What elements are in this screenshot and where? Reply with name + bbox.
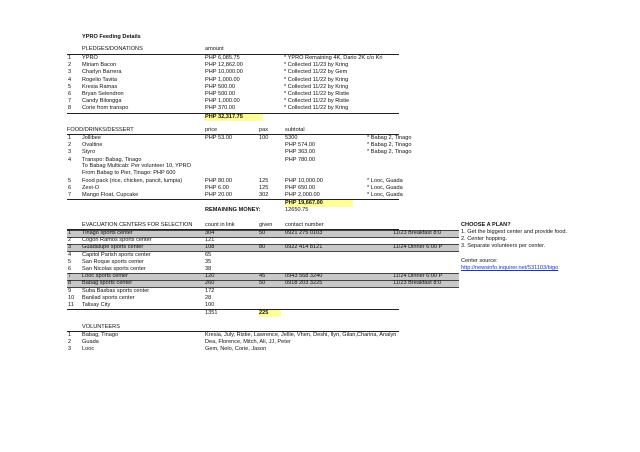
donor-name: YPRO [82,55,98,61]
amount-header: amount [205,46,224,52]
row-number: 3 [68,149,72,156]
food-pax: 100 [259,135,269,141]
volunteer-location: Babag, Tinago [82,332,119,338]
center-name: Babag sports center [82,280,133,287]
center-count: 260 [205,280,215,287]
row-number: 2 [68,142,72,149]
food-price: PHP 80.00 [205,178,232,184]
center-contact: 0943 568 3240 [285,273,323,280]
food-item-name: Food pack (rice, chicken, pancit, lumpia) [82,178,183,184]
center-name: San Nicolas sports center [82,266,146,272]
center-name: Cogon Ramos sports center [82,237,152,244]
row-number: 11 [68,302,74,308]
center-name: Capitol Parish sports center [82,251,151,258]
donation-amount: PHP 1,000.00 [205,76,240,83]
food-location-note: * Looc, Guada [367,185,403,192]
row-number: 4 [68,156,72,163]
remaining-label: REMAINING MONEY: [205,207,261,213]
evac-total-count: 1351 [205,310,218,316]
evac-header: EVACUATION CENTERS FOR SELECTION [82,222,193,228]
center-count: 120 [205,273,215,280]
center-name: Banilad sports center [82,294,135,301]
plan-item: 1. Get the biggest center and provide food. [461,229,568,235]
food-subtotal: PHP 10,000.00 [285,178,323,184]
center-schedule-note: 11/24 Dinner 6:00 P [393,244,443,251]
center-given: 80 [259,244,266,251]
donation-amount: PHP 12,862.00 [205,62,243,69]
row-number: 5 [68,178,72,184]
row-number: 7 [68,192,72,199]
center-contact: 0921 275 0103 [285,230,323,236]
row-number: 3 [68,69,72,76]
row-number: 6 [68,91,72,97]
row-number: 6 [68,185,72,192]
center-count: 108 [205,244,215,251]
transpo-note-2: From Babag to Pier, Tinago: PHP 600 [82,170,176,176]
food-item-name: Transpo: Babag, Tinago [82,156,142,163]
donation-amount: PHP 500.00 [205,83,236,90]
center-count: 28 [205,294,212,301]
row-number: 7 [68,273,72,280]
food-subtotal: PHP 2,000.00 [285,192,320,199]
collection-note: * Collected 11/22 by Kring [284,83,349,90]
collection-note: * YPRO Remaining 4K, Dario 2K c/o Kri [284,55,383,61]
center-name: Looc sports center [82,273,129,280]
center-count: 35 [205,258,212,265]
food-pax-header: pax [259,127,269,133]
evac-given-header: given [259,222,273,228]
donation-amount: PHP 1,000.00 [205,98,240,105]
center-contact: 0922 414 8121 [285,244,323,251]
remaining-value: 12650.75 [285,207,309,213]
row-number: 1 [68,332,72,338]
food-price: PHP 6.00 [205,185,229,192]
food-location-note: * Looc, Guada [367,192,403,199]
center-count: 38 [205,266,212,272]
center-count: 121 [205,237,215,244]
center-count: 172 [205,287,215,294]
donor-name: Kresia Ramas [82,83,118,90]
source-label: Center source: [461,258,498,264]
plan-item: 2. Center hopping. [461,236,508,242]
volunteer-names: Kresia, July, Ristie, Lawrence, Jellie, Vhen, Deshi, Ilyn, Gilan,Charina, Analyn [205,332,397,338]
evac-count-header: count in link [205,222,235,228]
food-price: PHP 20.00 [205,192,232,199]
center-contact: 0918 203 3225 [285,280,323,287]
collection-note: * Collected 11/22 by Kring [284,105,349,112]
center-given: 50 [259,280,266,287]
collection-note: * Collected 11/22 by Ristie [284,91,350,97]
row-number: 1 [68,230,72,236]
plan-item: 3. Separate volunteers per center. [461,243,546,249]
food-location-note: * Babag 2, Tinago [367,142,412,149]
collection-note: * Collected 11/22 by Kring [284,76,349,83]
donor-name: Candy Bilongga [82,98,122,105]
food-subtotal: 5300 [285,135,298,141]
food-pax: 125 [259,185,269,192]
donation-amount: PHP 10,000.00 [205,69,243,76]
center-schedule-note: 11/23 Breakfast 8:0 [393,230,442,236]
row-number: 10 [68,294,75,301]
center-given: 45 [259,273,266,280]
row-number: 3 [68,346,72,353]
evac-contact-header: contact number [285,222,324,228]
divider [67,309,399,310]
donation-amount: PHP 370.00 [205,105,236,112]
food-location-note: * Looc, Guada [367,178,403,184]
food-price-header: price [205,127,218,133]
source-link[interactable]: http://newsinfo.inquirer.net/531103/bigo [461,265,559,271]
food-subtotal: PHP 363.00 [285,149,316,156]
food-subtotal: PHP 780.00 [285,156,316,163]
donor-name: Corie from transpo [82,105,129,112]
food-location-note: * Babag 2, Tinago [367,135,412,141]
row-number: 2 [68,62,72,69]
row-number: 1 [68,55,72,61]
collection-note: * Collected 11/22 by Ristie [284,98,350,105]
donation-amount: PHP 6,085.75 [205,55,240,61]
plan-header: CHOOSE A PLAN? [461,222,511,228]
divider [67,134,399,135]
food-item-name: Ovaltine [82,142,103,149]
page-title: YPRO Feeding Details [82,34,141,40]
center-name: Suba Basbas sports center [82,287,150,294]
row-number: 2 [68,237,72,244]
food-item-name: Styro [82,149,96,156]
row-number: 7 [68,98,72,105]
row-number: 2 [68,339,72,346]
row-number: 9 [68,287,72,294]
center-given: 50 [259,230,266,236]
transpo-note-1: To Babag Multicab: Per volunteer 10, YPRO [82,163,192,169]
row-number: 4 [68,251,72,258]
donor-name: Miriam Bacon [82,62,117,69]
row-number: 8 [68,280,72,287]
row-number: 1 [68,135,72,141]
volunteers-header: VOLUNTEERS [82,324,120,330]
volunteer-location: Looc [82,346,95,353]
pledges-header: PLEDGES/DONATIONS [82,46,143,52]
center-name: San Roque sports center [82,258,144,265]
center-schedule-note: 11/24 Dinner 6:00 P [393,273,443,280]
row-number: 8 [68,105,72,112]
donor-name: Charlyn Barrera [82,69,122,76]
center-name: Talisay City [82,302,111,308]
evac-total-given: 225 [259,310,281,317]
volunteer-names: Gem, Nelo, Corie, Jason [205,346,267,353]
center-schedule-note: 11/23 Breakfast 8:0 [393,280,442,287]
row-number: 3 [68,244,72,251]
food-header: FOOD/DRINKS/DESSERT [67,127,134,133]
food-pax: 125 [259,178,269,184]
center-count: 100 [205,302,215,308]
food-subtotal: PHP 650.00 [285,185,316,192]
donor-name: Bryan Selendron [82,91,124,97]
volunteer-location: Guada [82,339,99,346]
food-total: PHP 19,667.00 [285,200,353,207]
food-location-note: * Babag 2, Tinago [367,149,412,156]
food-item-name: Zest-O [82,185,100,192]
food-item-name: Mango Float, Cupcake [82,192,139,199]
row-number: 5 [68,258,72,265]
row-number: 6 [68,266,72,272]
row-number: 5 [68,83,72,90]
food-price: PHP 53.00 [205,135,232,141]
center-name: Tinago sports center [82,230,133,236]
collection-note: * Collected 11/23 by Kring [284,62,349,69]
center-count: 304 [205,230,215,236]
volunteer-names: Dea, Florence, Mitch, Ali, JJ, Peter [205,339,291,346]
donation-amount: PHP 500.00 [205,91,236,97]
collection-note: * Collected 11/22 by Gem [284,69,348,76]
pledges-total: PHP 32,317.75 [205,114,263,121]
food-subtotal: PHP 574.00 [285,142,316,149]
donor-name: Rogelio Tavita [82,76,118,83]
food-subtotal-header: subtotal [285,127,305,133]
center-count: 65 [205,251,212,258]
row-number: 4 [68,76,72,83]
food-item-name: Jollibee [82,135,101,141]
food-pax: 302 [259,192,269,199]
center-name: Guadalupe sports center [82,244,144,251]
